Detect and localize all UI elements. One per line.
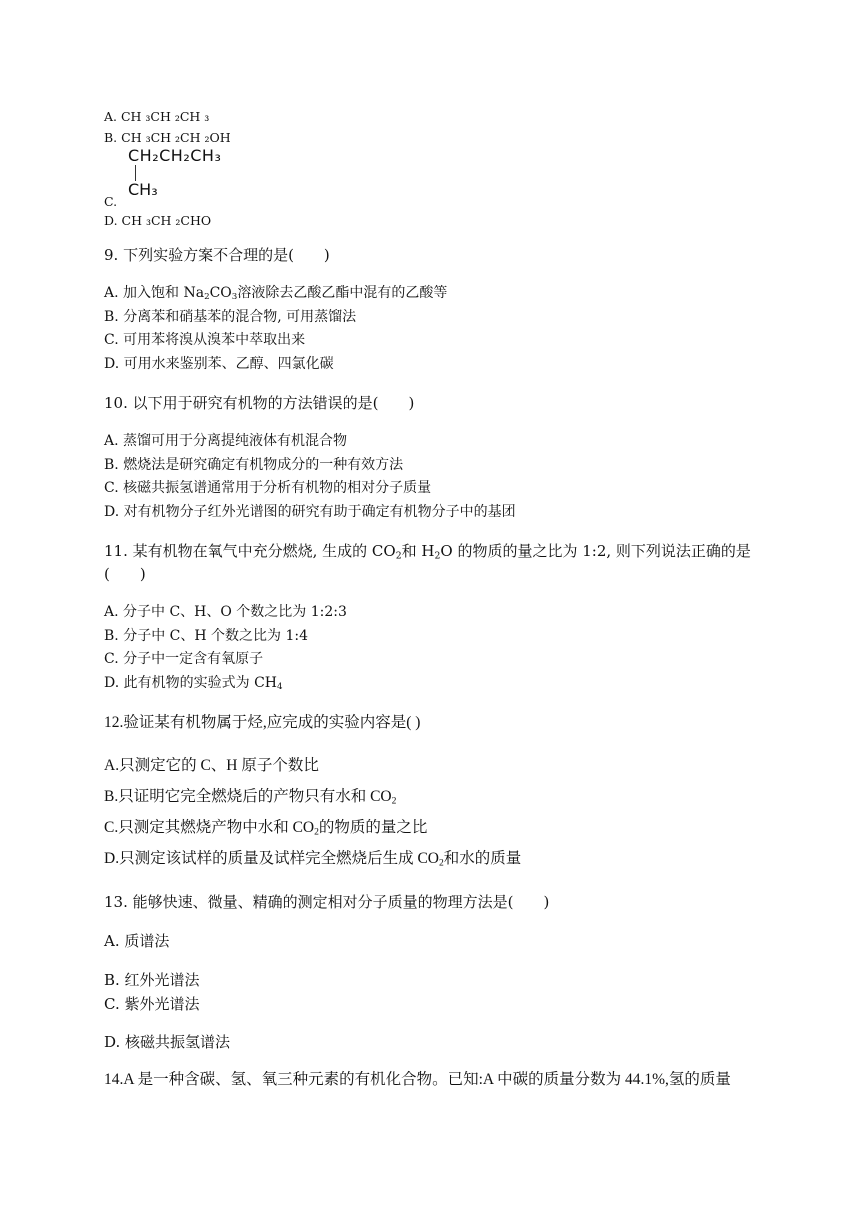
q12-option-c: C.只测定其燃烧产物中水和 $CO_2$的物质的量之比 — [104, 819, 428, 838]
q12-option-a: A.只测定它的 C、H 原子个数比 — [104, 757, 319, 774]
q8-option-d: D. CH ₃CH ₂CHO — [104, 213, 212, 228]
structural-formula — [128, 146, 248, 202]
q8-option-b: B. CH ₃CH ₂CH ₂OH — [104, 130, 231, 145]
q11-option-c: C. 分子中一定含有氧原子 — [104, 651, 264, 667]
q13-option-c: C. 紫外光谱法 — [104, 995, 200, 1013]
q13-stem: 13. 能够快速、微量、精确的测定相对分子质量的物理方法是( ) — [104, 893, 550, 911]
structural-formula-branch: CH₃ — [128, 180, 158, 199]
q11-stem: 11. 某有机物在氧气中充分燃烧, 生成的 $CO_2$和 $H_2O$ 的物质的量之比为 1:2, 则下列说法正确的是 — [104, 542, 751, 562]
bond-line — [135, 165, 136, 181]
q9-stem: 9. 下列实验方案不合理的是( ) — [104, 246, 330, 264]
q11-option-a: A. 分子中 C、H、O 个数之比为 1:2:3 — [104, 604, 347, 620]
q9-option-a: A. 加入饱和 $Na_2CO_3$溶液除去乙酸乙酯中混有的乙酸等 — [104, 285, 448, 303]
q12-option-b: B.只证明它完全燃烧后的产物只有水和 $CO_2$ — [104, 788, 397, 807]
q14-stem: 14.A 是一种含碳、氢、氧三种元素的有机化合物。已知:A 中碳的质量分数为 44.1%,氢的质量 — [104, 1071, 731, 1088]
q9-option-d: D. 可用水来鉴别苯、乙醇、四氯化碳 — [104, 356, 334, 372]
q11-option-b: B. 分子中 C、H 个数之比为 1:4 — [104, 628, 308, 644]
q12-option-d: D.只测定该试样的质量及试样完全燃烧后生成 $CO_2$和水的质量 — [104, 850, 522, 869]
q8-option-c: C. — [104, 194, 118, 209]
q10-option-a: A. 蒸馏可用于分离提纯液体有机混合物 — [104, 433, 348, 449]
q8-option-a: A. CH ₃CH ₂CH ₃ — [104, 109, 210, 124]
q12-stem: 12.验证某有机物属于烃,应完成的实验内容是( ) — [104, 714, 421, 731]
q10-option-b: B. 燃烧法是研究确定有机物成分的一种有效方法 — [104, 457, 404, 473]
q10-stem: 10. 以下用于研究有机物的方法错误的是( ) — [104, 394, 415, 412]
q13-option-a: A. 质谱法 — [104, 932, 170, 950]
q11-option-d: D. 此有机物的实验式为 $CH_4$ — [104, 675, 283, 693]
q9-option-c: C. 可用苯将溴从溴苯中萃取出来 — [104, 332, 306, 348]
structural-formula-chain: CH₂CH₂CH₃ — [128, 146, 222, 165]
q11-stem-line2: ( ) — [104, 565, 146, 583]
q13-option-d: D. 核磁共振氢谱法 — [104, 1033, 231, 1051]
q13-option-b: B. 红外光谱法 — [104, 971, 200, 989]
q10-option-d: D. 对有机物分子红外光谱图的研究有助于确定有机物分子中的基团 — [104, 504, 516, 520]
q10-option-c: C. 核磁共振氢谱通常用于分析有机物的相对分子质量 — [104, 480, 432, 496]
q9-option-b: B. 分离苯和硝基苯的混合物, 可用蒸馏法 — [104, 309, 357, 325]
